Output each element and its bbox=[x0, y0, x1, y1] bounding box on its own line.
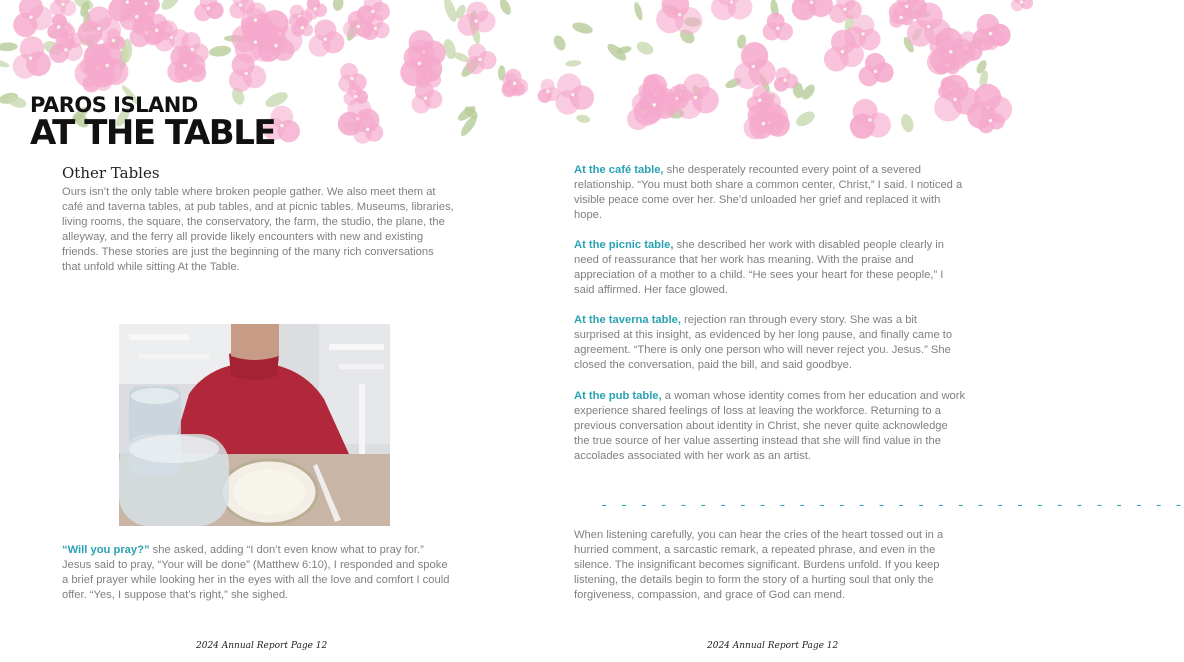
page-title bbox=[30, 93, 276, 153]
prayer-lead: “Will you pray?” bbox=[62, 544, 150, 556]
story-pub-text: a woman whose identity comes from her education and work experience shared feelings of loss at leaving the workforce. Returning to a previous conversation about identity in Christ, she never quite acknowledge the true source of her value asserting instead that she will find value in the accolades associated with her work as an artist. bbox=[574, 390, 966, 462]
left-page-footer: 2024 Annual Report Page 12 bbox=[196, 641, 328, 651]
story-cafe bbox=[574, 163, 966, 223]
right-page-footer: 2024 Annual Report Page 12 bbox=[707, 641, 839, 651]
story-taverna-lead: At the taverna table, bbox=[574, 314, 681, 326]
story-cafe-lead: At the café table, bbox=[574, 164, 664, 176]
story-picnic-lead: At the picnic table, bbox=[574, 239, 674, 251]
section-title: Other Tables bbox=[62, 164, 160, 182]
story-taverna-text: rejection ran through every story. She was a bit surprised at this insight, as evidenced by her long pause, and finally came to agreement. “There is only one person who will never reject you. Jesus.” She closed the conversation, paid the bill, and said goodbye. bbox=[574, 314, 953, 371]
story-picnic-text: she described her work with disabled people clearly in need of reassurance that her work has meaning. With the praise and appreciation of a mother to a child. “He sees your heart for these people,” I said affirmed. Her face glowed. bbox=[574, 239, 944, 296]
story-pub bbox=[574, 389, 966, 464]
prayer-paragraph bbox=[62, 543, 454, 603]
story-picnic bbox=[574, 238, 966, 298]
title-top: PAROS ISLAND bbox=[30, 93, 198, 117]
dashed-divider: - - - - - - - - - - - - - - - - - - - - - - - - - - - - - - bbox=[600, 498, 1184, 514]
story-pub-lead: At the pub table, bbox=[574, 390, 662, 402]
intro-paragraph: Ours isn’t the only table where broken people gather. We also meet them at café and taverna tables, at pub tables, and at picnic tables. Museums, libraries, living rooms, the square, the conservatory, the farm, the studio, the plane, the alleyway, and the ferry all provide likely encounters with new and existing friends. These stories are just the beginning of the many rich conversations that unfold while sitting At the Table. bbox=[62, 186, 454, 273]
title-main: AT THE TABLE bbox=[30, 113, 276, 153]
closing-paragraph: When listening carefully, you can hear the cries of the heart tossed out in a hurried comment, a sarcastic remark, a repeated phrase, and even in the silence. The insignificant becomes significant. Burdens unfold. If you keep listening, the details begin to form the story of a hurting soul that only the forgiveness, compassion, and grace of God can mend. bbox=[574, 529, 944, 601]
table-photo bbox=[119, 324, 390, 526]
story-cafe-text: she desperately recounted every point of a severed relationship. “You must both share a common center, Christ,” I said. I noticed a visible peace come over her. She’d unloaded her grief and replaced it with hope. bbox=[574, 164, 963, 221]
prayer-text: she asked, adding “I don’t even know what to pray for.” Jesus said to pray, “Your will be done” (Matthew 6:10), I responded and spoke a brief prayer while looking her in the eyes with all the love and comfort I could offer. “Yes, I suppose that’s right,” she sighed. bbox=[62, 544, 450, 601]
story-taverna bbox=[574, 313, 966, 373]
